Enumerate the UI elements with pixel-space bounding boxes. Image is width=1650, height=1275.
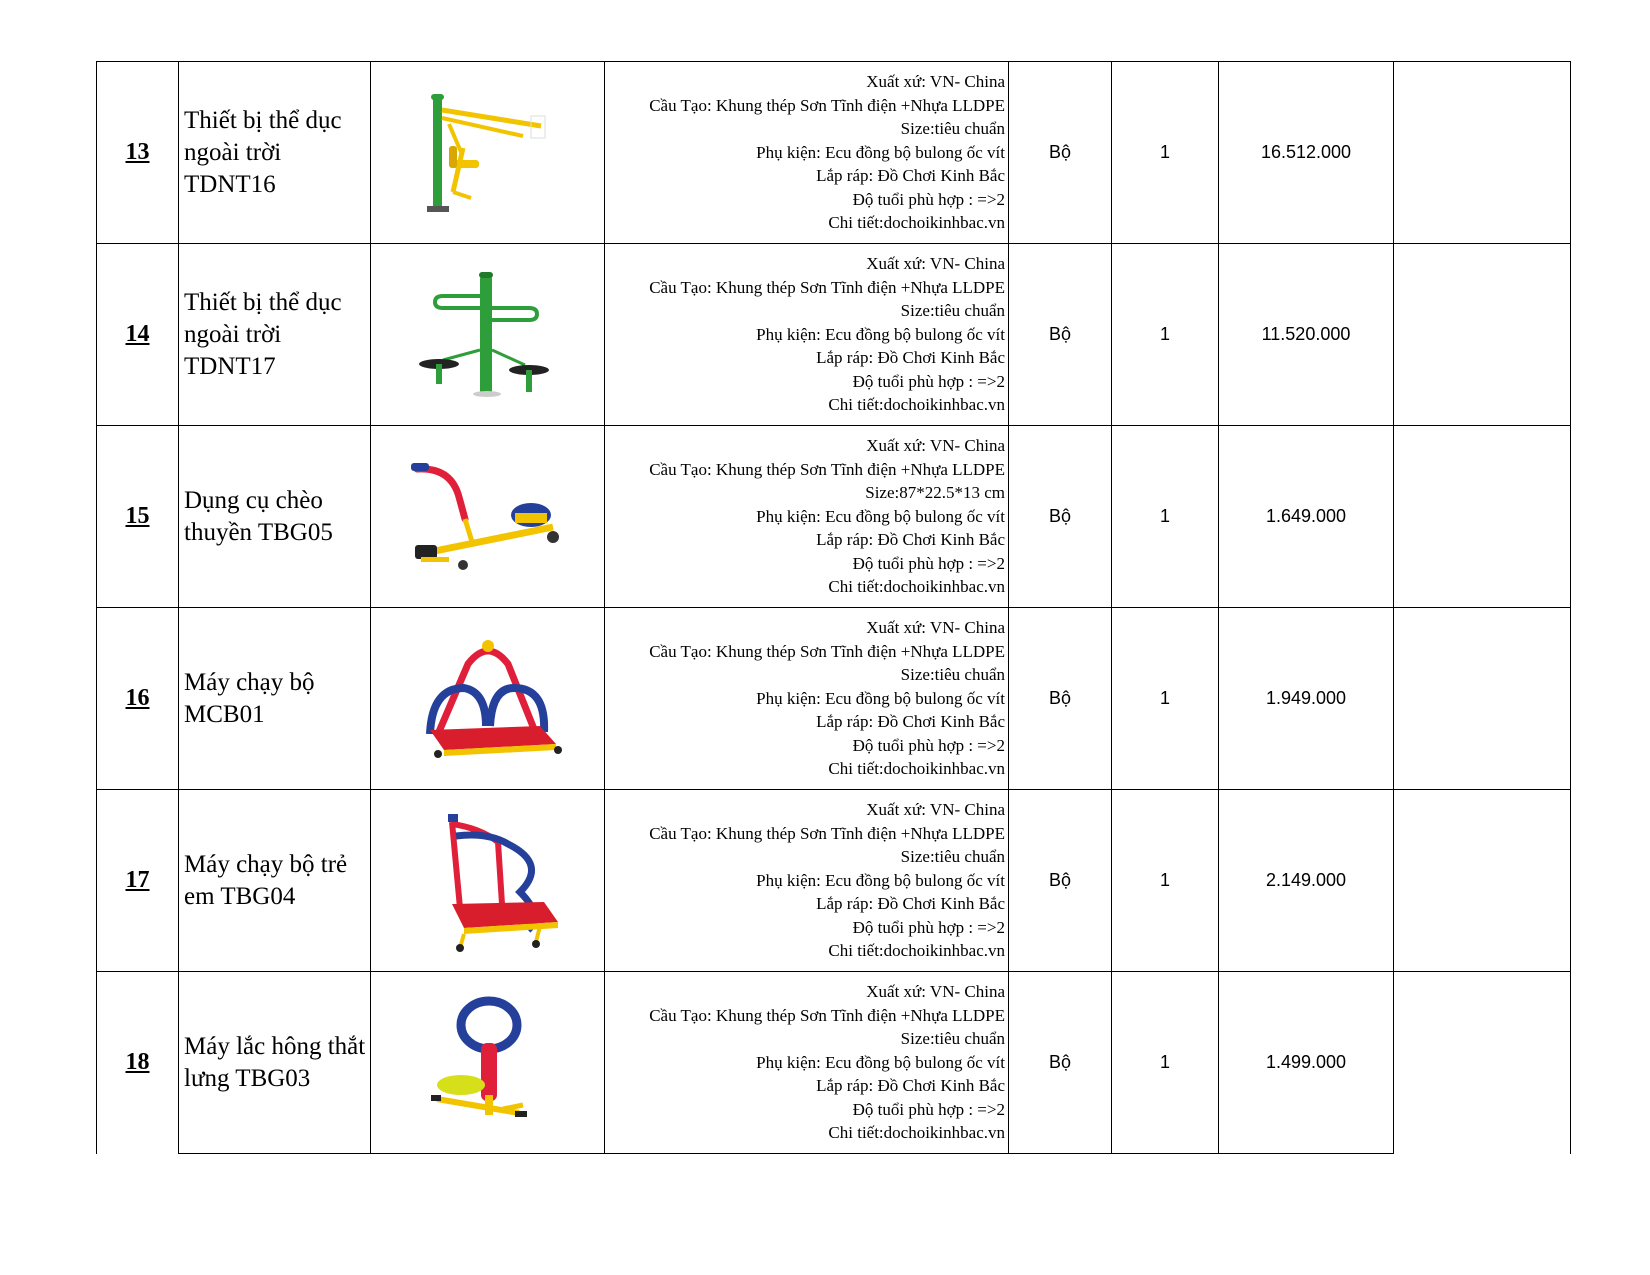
note-cell [1394,790,1571,972]
age-line: Độ tuổi phù hợp : =>2 [852,1099,1005,1119]
unit-cell: Bộ [1009,790,1112,972]
detail-line: Chi tiết:dochoikinhbac.vn [828,213,1005,233]
size-line: Size:tiêu chuẩn [900,1029,1005,1049]
structure-line: Cầu Tạo: Khung thép Sơn Tĩnh điện +Nhựa LLDPE [649,1005,1005,1025]
origin-line: Xuất xứ: VN- China [866,617,1005,637]
product-image [371,972,605,1154]
row-number: 13 [97,62,179,244]
row-number: 18 [97,972,179,1154]
table-row [97,244,1571,426]
row-number: 16 [97,608,179,790]
table-row [97,426,1571,608]
origin-line: Xuất xứ: VN- China [866,799,1005,819]
detail-line: Chi tiết:dochoikinhbac.vn [828,759,1005,779]
product-description [605,244,1009,426]
unit-cell: Bộ [1009,426,1112,608]
age-line: Độ tuổi phù hợp : =>2 [852,553,1005,573]
detail-line: Chi tiết:dochoikinhbac.vn [828,395,1005,415]
accessory-line: Phụ kiện: Ecu đồng bộ bulong ốc vít [756,1052,1005,1072]
quantity-cell: 1 [1112,62,1219,244]
price-cell: 2.149.000 [1219,790,1394,972]
unit-cell: Bộ [1009,62,1112,244]
kids-treadmill-icon [408,634,568,764]
assembly-line: Lắp ráp: Đồ Chơi Kinh Bắc [816,712,1005,732]
product-name: Máy chạy bộ MCB01 [179,608,371,790]
product-image [371,608,605,790]
size-line: Size:tiêu chuẩn [900,301,1005,321]
kids-wavy-treadmill-icon [408,808,568,953]
assembly-line: Lắp ráp: Đồ Chơi Kinh Bắc [816,348,1005,368]
structure-line: Cầu Tạo: Khung thép Sơn Tĩnh điện +Nhựa LLDPE [649,277,1005,297]
catalog-sheet [96,61,1571,1154]
price-cell: 11.520.000 [1219,244,1394,426]
quantity-cell: 1 [1112,608,1219,790]
product-description [605,790,1009,972]
detail-line: Chi tiết:dochoikinhbac.vn [828,1123,1005,1143]
unit-cell: Bộ [1009,972,1112,1154]
table-row [97,608,1571,790]
structure-line: Cầu Tạo: Khung thép Sơn Tĩnh điện +Nhựa LLDPE [649,641,1005,661]
origin-line: Xuất xứ: VN- China [866,71,1005,91]
quantity-cell: 1 [1112,244,1219,426]
product-name: Máy chạy bộ trẻ em TBG04 [179,790,371,972]
outdoor-rider-machine-icon [413,88,563,218]
rowing-machine-icon [403,457,573,577]
assembly-line: Lắp ráp: Đồ Chơi Kinh Bắc [816,1076,1005,1096]
product-name: Dụng cụ chèo thuyền TBG05 [179,426,371,608]
size-line: Size:87*22.5*13 cm [865,483,1005,503]
price-cell: 1.499.000 [1219,972,1394,1154]
product-image [371,244,605,426]
outdoor-twister-machine-icon [403,270,573,400]
accessory-line: Phụ kiện: Ecu đồng bộ bulong ốc vít [756,324,1005,344]
waist-twister-icon [423,995,553,1130]
assembly-line: Lắp ráp: Đồ Chơi Kinh Bắc [816,166,1005,186]
note-cell [1394,244,1571,426]
origin-line: Xuất xứ: VN- China [866,435,1005,455]
product-description [605,972,1009,1154]
origin-line: Xuất xứ: VN- China [866,981,1005,1001]
product-image [371,426,605,608]
table-row [97,62,1571,244]
accessory-line: Phụ kiện: Ecu đồng bộ bulong ốc vít [756,142,1005,162]
age-line: Độ tuổi phù hợp : =>2 [852,189,1005,209]
row-number: 15 [97,426,179,608]
note-cell [1394,62,1571,244]
structure-line: Cầu Tạo: Khung thép Sơn Tĩnh điện +Nhựa LLDPE [649,823,1005,843]
quantity-cell: 1 [1112,972,1219,1154]
assembly-line: Lắp ráp: Đồ Chơi Kinh Bắc [816,530,1005,550]
accessory-line: Phụ kiện: Ecu đồng bộ bulong ốc vít [756,506,1005,526]
quantity-cell: 1 [1112,426,1219,608]
accessory-line: Phụ kiện: Ecu đồng bộ bulong ốc vít [756,688,1005,708]
product-image [371,62,605,244]
price-cell: 1.949.000 [1219,608,1394,790]
note-cell [1394,972,1571,1154]
accessory-line: Phụ kiện: Ecu đồng bộ bulong ốc vít [756,870,1005,890]
product-image [371,790,605,972]
price-cell: 1.649.000 [1219,426,1394,608]
product-name: Thiết bị thể dục ngoài trời TDNT16 [179,62,371,244]
note-cell [1394,608,1571,790]
detail-line: Chi tiết:dochoikinhbac.vn [828,577,1005,597]
size-line: Size:tiêu chuẩn [900,119,1005,139]
detail-line: Chi tiết:dochoikinhbac.vn [828,941,1005,961]
structure-line: Cầu Tạo: Khung thép Sơn Tĩnh điện +Nhựa LLDPE [649,459,1005,479]
row-number: 17 [97,790,179,972]
product-table [96,61,1571,1154]
product-description [605,608,1009,790]
price-cell: 16.512.000 [1219,62,1394,244]
assembly-line: Lắp ráp: Đồ Chơi Kinh Bắc [816,894,1005,914]
product-name: Máy lắc hông thắt lưng TBG03 [179,972,371,1154]
size-line: Size:tiêu chuẩn [900,665,1005,685]
row-number: 14 [97,244,179,426]
age-line: Độ tuổi phù hợp : =>2 [852,735,1005,755]
note-cell [1394,426,1571,608]
age-line: Độ tuổi phù hợp : =>2 [852,371,1005,391]
origin-line: Xuất xứ: VN- China [866,253,1005,273]
age-line: Độ tuổi phù hợp : =>2 [852,917,1005,937]
unit-cell: Bộ [1009,244,1112,426]
product-name: Thiết bị thể dục ngoài trời TDNT17 [179,244,371,426]
table-row [97,972,1571,1154]
table-row [97,790,1571,972]
unit-cell: Bộ [1009,608,1112,790]
quantity-cell: 1 [1112,790,1219,972]
product-description [605,426,1009,608]
size-line: Size:tiêu chuẩn [900,847,1005,867]
structure-line: Cầu Tạo: Khung thép Sơn Tĩnh điện +Nhựa LLDPE [649,95,1005,115]
product-description [605,62,1009,244]
